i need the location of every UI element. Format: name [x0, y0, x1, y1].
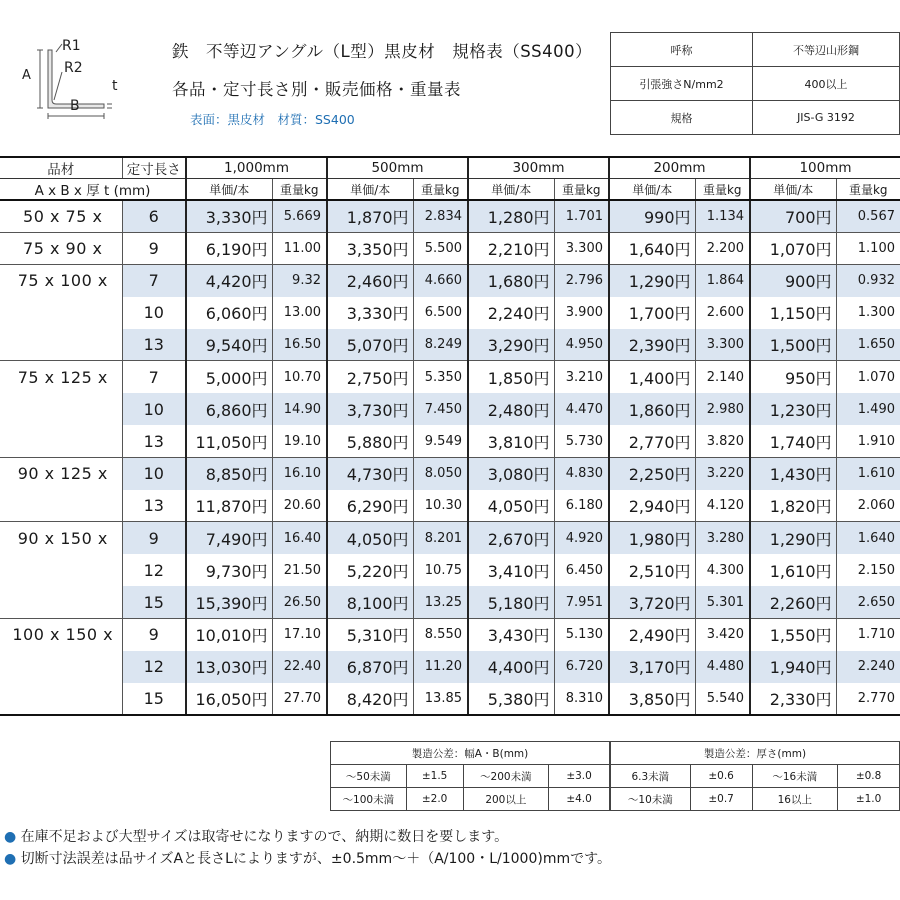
table-row	[0, 554, 900, 586]
weight-cell: 16.10	[272, 458, 327, 490]
price-cell: 1,700円	[609, 297, 695, 329]
weight-cell: 26.50	[272, 586, 327, 618]
weight-cell: 20.60	[272, 490, 327, 522]
price-table	[0, 156, 900, 716]
weight-cell: 3.420	[695, 618, 750, 650]
price-cell: 3,350円	[327, 232, 413, 264]
thickness-cell: 15	[122, 586, 186, 618]
tolerance-row	[611, 788, 900, 811]
price-cell: 1,230円	[750, 393, 836, 425]
spec-row	[611, 101, 900, 135]
price-cell: 9,730円	[186, 554, 272, 586]
header-weight: 重量kg	[554, 179, 609, 201]
weight-cell: 8.249	[413, 329, 468, 361]
table-row	[0, 522, 900, 554]
header-material: 品材	[0, 157, 122, 179]
price-cell: 3,080円	[468, 458, 554, 490]
weight-cell: 1.610	[836, 458, 900, 490]
weight-cell: 3.300	[695, 329, 750, 361]
header-length-500: 500mm	[327, 157, 468, 179]
page-title: 鉄 不等辺アングル（L型）黒皮材 規格表（SS400）	[172, 42, 593, 61]
tolerance-cell: ～50未満	[331, 765, 407, 788]
weight-cell: 2.980	[695, 393, 750, 425]
price-cell: 6,060円	[186, 297, 272, 329]
price-cell: 2,460円	[327, 264, 413, 296]
price-cell: 2,240円	[468, 297, 554, 329]
weight-cell: 21.50	[272, 554, 327, 586]
header-price: 単価/本	[609, 179, 695, 201]
price-cell: 13,030円	[186, 651, 272, 683]
size-cell	[0, 297, 122, 329]
material-note: 表面：黒皮材 材質：SS400	[190, 112, 355, 127]
tolerance-row	[331, 765, 610, 788]
weight-cell: 13.85	[413, 683, 468, 715]
weight-cell: 1.910	[836, 425, 900, 457]
price-cell: 5,000円	[186, 361, 272, 393]
price-cell: 3,850円	[609, 683, 695, 715]
weight-cell: 3.220	[695, 458, 750, 490]
weight-cell: 3.300	[554, 232, 609, 264]
size-cell	[0, 683, 122, 715]
weight-cell: 4.830	[554, 458, 609, 490]
tolerance-cell: ～10未満	[611, 788, 691, 811]
weight-cell: 1.864	[695, 264, 750, 296]
tolerance-title-row	[611, 742, 900, 765]
weight-cell: 13.25	[413, 586, 468, 618]
weight-cell: 22.40	[272, 651, 327, 683]
price-cell: 2,330円	[750, 683, 836, 715]
thickness-cell: 10	[122, 458, 186, 490]
price-cell: 5,070円	[327, 329, 413, 361]
tolerance-cell: ±0.7	[690, 788, 752, 811]
weight-cell: 6.720	[554, 651, 609, 683]
price-cell: 11,870円	[186, 490, 272, 522]
price-cell: 1,290円	[609, 264, 695, 296]
price-cell: 1,430円	[750, 458, 836, 490]
price-cell: 1,550円	[750, 618, 836, 650]
weight-cell: 6.450	[554, 554, 609, 586]
weight-cell: 2.140	[695, 361, 750, 393]
price-cell: 6,190円	[186, 232, 272, 264]
price-cell: 6,860円	[186, 393, 272, 425]
spec-table	[610, 32, 900, 135]
price-cell: 4,050円	[468, 490, 554, 522]
price-cell: 3,430円	[468, 618, 554, 650]
weight-cell: 4.950	[554, 329, 609, 361]
weight-cell: 11.00	[272, 232, 327, 264]
table-row	[0, 586, 900, 618]
weight-cell: 1.300	[836, 297, 900, 329]
tolerance-row	[331, 788, 610, 811]
table-subheader-row	[0, 179, 900, 201]
table-row	[0, 232, 900, 264]
header-weight: 重量kg	[272, 179, 327, 201]
note-stock	[4, 826, 508, 846]
price-cell: 2,940円	[609, 490, 695, 522]
spec-row	[611, 67, 900, 101]
weight-cell: 0.932	[836, 264, 900, 296]
weight-cell: 1.650	[836, 329, 900, 361]
weight-cell: 2.600	[695, 297, 750, 329]
weight-cell: 5.301	[695, 586, 750, 618]
thickness-cell: 7	[122, 264, 186, 296]
price-cell: 2,260円	[750, 586, 836, 618]
header-weight: 重量kg	[836, 179, 900, 201]
price-cell: 10,010円	[186, 618, 272, 650]
table-body	[0, 200, 900, 715]
tolerance-cell: ±0.6	[690, 765, 752, 788]
price-cell: 5,310円	[327, 618, 413, 650]
weight-cell: 6.500	[413, 297, 468, 329]
weight-cell: 8.050	[413, 458, 468, 490]
weight-cell: 19.10	[272, 425, 327, 457]
weight-cell: 2.796	[554, 264, 609, 296]
table-row	[0, 264, 900, 296]
tolerance-cell: 16以上	[752, 788, 838, 811]
thickness-cell: 9	[122, 232, 186, 264]
price-cell: 2,250円	[609, 458, 695, 490]
thickness-cell: 15	[122, 683, 186, 715]
spec-value: JIS-G 3192	[753, 101, 900, 135]
b-label: B	[70, 98, 80, 114]
tolerance-width-table	[330, 741, 610, 811]
table-row	[0, 490, 900, 522]
weight-cell: 10.70	[272, 361, 327, 393]
header-price: 単価/本	[750, 179, 836, 201]
spec-value: 400以上	[753, 67, 900, 101]
weight-cell: 4.480	[695, 651, 750, 683]
thickness-cell: 9	[122, 618, 186, 650]
weight-cell: 5.730	[554, 425, 609, 457]
weight-cell: 10.30	[413, 490, 468, 522]
tolerance-cell: ±1.5	[406, 765, 463, 788]
weight-cell: 1.710	[836, 618, 900, 650]
size-cell	[0, 393, 122, 425]
table-row	[0, 458, 900, 490]
size-cell	[0, 586, 122, 618]
header-length-200: 200mm	[609, 157, 750, 179]
price-cell: 1,280円	[468, 200, 554, 232]
spec-key: 引張強さN/mm2	[611, 67, 753, 101]
tolerance-cell: ±4.0	[549, 788, 610, 811]
spec-row	[611, 33, 900, 67]
weight-cell: 6.180	[554, 490, 609, 522]
price-cell: 3,170円	[609, 651, 695, 683]
header-length-300: 300mm	[468, 157, 609, 179]
price-cell: 9,540円	[186, 329, 272, 361]
tolerance-cell: 6.3未満	[611, 765, 691, 788]
price-cell: 1,070円	[750, 232, 836, 264]
price-cell: 2,490円	[609, 618, 695, 650]
weight-cell: 1.134	[695, 200, 750, 232]
header-price: 単価/本	[186, 179, 272, 201]
weight-cell: 10.75	[413, 554, 468, 586]
weight-cell: 4.470	[554, 393, 609, 425]
price-cell: 1,640円	[609, 232, 695, 264]
tolerance-cell: ±3.0	[549, 765, 610, 788]
weight-cell: 27.70	[272, 683, 327, 715]
price-cell: 3,410円	[468, 554, 554, 586]
size-cell: 90 x 125 x	[0, 458, 122, 490]
weight-cell: 1.100	[836, 232, 900, 264]
weight-cell: 2.060	[836, 490, 900, 522]
weight-cell: 8.201	[413, 522, 468, 554]
price-cell: 950円	[750, 361, 836, 393]
price-cell: 8,100円	[327, 586, 413, 618]
price-cell: 2,750円	[327, 361, 413, 393]
price-cell: 5,180円	[468, 586, 554, 618]
header-length-1000: 1,000mm	[186, 157, 327, 179]
header-dims: A x B x 厚 t (mm)	[0, 179, 186, 201]
weight-cell: 3.900	[554, 297, 609, 329]
weight-cell: 2.200	[695, 232, 750, 264]
weight-cell: 3.280	[695, 522, 750, 554]
table-row	[0, 200, 900, 232]
t-label: t	[112, 78, 118, 94]
weight-cell: 8.310	[554, 683, 609, 715]
size-cell	[0, 329, 122, 361]
table-row	[0, 297, 900, 329]
weight-cell: 9.32	[272, 264, 327, 296]
price-cell: 2,670円	[468, 522, 554, 554]
header-weight: 重量kg	[413, 179, 468, 201]
price-cell: 2,770円	[609, 425, 695, 457]
bullet-icon: ●	[4, 829, 17, 845]
tolerance-thickness-table	[610, 741, 900, 811]
price-cell: 1,870円	[327, 200, 413, 232]
size-cell: 75 x 90 x	[0, 232, 122, 264]
price-cell: 11,050円	[186, 425, 272, 457]
spec-key: 呼称	[611, 33, 753, 67]
price-cell: 3,330円	[186, 200, 272, 232]
size-cell	[0, 554, 122, 586]
weight-cell: 9.549	[413, 425, 468, 457]
price-cell: 4,050円	[327, 522, 413, 554]
price-cell: 1,290円	[750, 522, 836, 554]
tolerance-cell: ±2.0	[406, 788, 463, 811]
weight-cell: 2.150	[836, 554, 900, 586]
price-cell: 4,420円	[186, 264, 272, 296]
size-cell: 75 x 100 x	[0, 264, 122, 296]
weight-cell: 8.550	[413, 618, 468, 650]
price-cell: 1,150円	[750, 297, 836, 329]
weight-cell: 5.130	[554, 618, 609, 650]
price-cell: 2,480円	[468, 393, 554, 425]
price-cell: 3,330円	[327, 297, 413, 329]
price-cell: 1,500円	[750, 329, 836, 361]
weight-cell: 1.640	[836, 522, 900, 554]
thickness-cell: 13	[122, 490, 186, 522]
weight-cell: 1.490	[836, 393, 900, 425]
price-cell: 1,860円	[609, 393, 695, 425]
thickness-cell: 13	[122, 425, 186, 457]
thickness-cell: 12	[122, 651, 186, 683]
price-cell: 3,810円	[468, 425, 554, 457]
weight-cell: 4.300	[695, 554, 750, 586]
tolerance-thickness-title: 製造公差：厚さ(mm)	[611, 742, 900, 765]
weight-cell: 7.450	[413, 393, 468, 425]
weight-cell: 2.834	[413, 200, 468, 232]
price-cell: 2,390円	[609, 329, 695, 361]
header-price: 単価/本	[468, 179, 554, 201]
size-cell	[0, 651, 122, 683]
thickness-cell: 13	[122, 329, 186, 361]
tolerance-row	[611, 765, 900, 788]
price-cell: 8,850円	[186, 458, 272, 490]
weight-cell: 0.567	[836, 200, 900, 232]
tolerance-cell: 200以上	[463, 788, 549, 811]
r2-label: R2	[64, 60, 83, 76]
price-cell: 900円	[750, 264, 836, 296]
size-cell: 90 x 150 x	[0, 522, 122, 554]
price-cell: 7,490円	[186, 522, 272, 554]
note-text: 在庫不足および大型サイズは取寄せになりますので、納期に数日を要します。	[20, 829, 509, 845]
tolerance-cell: ～200未満	[463, 765, 549, 788]
note-cutting	[4, 848, 611, 868]
header-length-100: 100mm	[750, 157, 900, 179]
bullet-icon: ●	[4, 851, 17, 867]
tolerance-cell: ±1.0	[838, 788, 900, 811]
size-cell: 100 x 150 x	[0, 618, 122, 650]
price-cell: 1,740円	[750, 425, 836, 457]
page-subtitle: 各品・定寸長さ別・販売価格・重量表	[172, 80, 461, 99]
table-row	[0, 683, 900, 715]
price-cell: 5,380円	[468, 683, 554, 715]
weight-cell: 13.00	[272, 297, 327, 329]
weight-cell: 2.770	[836, 683, 900, 715]
table-header-row	[0, 157, 900, 179]
size-cell: 50 x 75 x	[0, 200, 122, 232]
table-row	[0, 393, 900, 425]
weight-cell: 5.500	[413, 232, 468, 264]
weight-cell: 4.120	[695, 490, 750, 522]
price-cell: 1,980円	[609, 522, 695, 554]
price-cell: 3,720円	[609, 586, 695, 618]
size-cell: 75 x 125 x	[0, 361, 122, 393]
angle-diagram	[18, 38, 128, 120]
price-cell: 5,220円	[327, 554, 413, 586]
weight-cell: 1.701	[554, 200, 609, 232]
weight-cell: 11.20	[413, 651, 468, 683]
thickness-cell: 9	[122, 522, 186, 554]
tolerance-title-row	[331, 742, 610, 765]
note-text: 切断寸法誤差は品サイズAと長さLによりますが、±0.5mm～＋（A/100・L/1000)mmです。	[20, 851, 611, 867]
price-cell: 3,290円	[468, 329, 554, 361]
weight-cell: 16.40	[272, 522, 327, 554]
price-cell: 1,400円	[609, 361, 695, 393]
price-cell: 1,850円	[468, 361, 554, 393]
weight-cell: 5.669	[272, 200, 327, 232]
thickness-cell: 7	[122, 361, 186, 393]
weight-cell: 17.10	[272, 618, 327, 650]
weight-cell: 3.820	[695, 425, 750, 457]
price-cell: 6,870円	[327, 651, 413, 683]
weight-cell: 4.660	[413, 264, 468, 296]
r1-label: R1	[62, 38, 81, 54]
weight-cell: 4.920	[554, 522, 609, 554]
table-row	[0, 329, 900, 361]
price-cell: 15,390円	[186, 586, 272, 618]
price-cell: 1,820円	[750, 490, 836, 522]
weight-cell: 14.90	[272, 393, 327, 425]
header-weight: 重量kg	[695, 179, 750, 201]
price-cell: 16,050円	[186, 683, 272, 715]
price-cell: 8,420円	[327, 683, 413, 715]
a-label: A	[22, 68, 31, 83]
tolerance-width-title: 製造公差：幅A・B(mm)	[331, 742, 610, 765]
weight-cell: 5.350	[413, 361, 468, 393]
table-row	[0, 618, 900, 650]
weight-cell: 3.210	[554, 361, 609, 393]
size-cell	[0, 425, 122, 457]
size-cell	[0, 490, 122, 522]
price-cell: 990円	[609, 200, 695, 232]
weight-cell: 5.540	[695, 683, 750, 715]
price-cell: 5,880円	[327, 425, 413, 457]
weight-cell: 2.240	[836, 651, 900, 683]
table-row	[0, 425, 900, 457]
header-length: 定寸長さ	[122, 157, 186, 179]
price-cell: 4,730円	[327, 458, 413, 490]
price-cell: 700円	[750, 200, 836, 232]
weight-cell: 1.070	[836, 361, 900, 393]
price-cell: 3,730円	[327, 393, 413, 425]
price-cell: 4,400円	[468, 651, 554, 683]
price-cell: 1,940円	[750, 651, 836, 683]
weight-cell: 7.951	[554, 586, 609, 618]
price-cell: 2,210円	[468, 232, 554, 264]
table-row	[0, 361, 900, 393]
header-price: 単価/本	[327, 179, 413, 201]
tolerance-cell: ～100未満	[331, 788, 407, 811]
tolerance-cell: ～16未満	[752, 765, 838, 788]
price-cell: 6,290円	[327, 490, 413, 522]
price-cell: 1,680円	[468, 264, 554, 296]
weight-cell: 16.50	[272, 329, 327, 361]
thickness-cell: 10	[122, 297, 186, 329]
tolerance-cell: ±0.8	[838, 765, 900, 788]
table-row	[0, 651, 900, 683]
spec-value: 不等辺山形鋼	[753, 33, 900, 67]
price-cell: 1,610円	[750, 554, 836, 586]
price-cell: 2,510円	[609, 554, 695, 586]
thickness-cell: 6	[122, 200, 186, 232]
thickness-cell: 12	[122, 554, 186, 586]
weight-cell: 2.650	[836, 586, 900, 618]
spec-key: 規格	[611, 101, 753, 135]
thickness-cell: 10	[122, 393, 186, 425]
